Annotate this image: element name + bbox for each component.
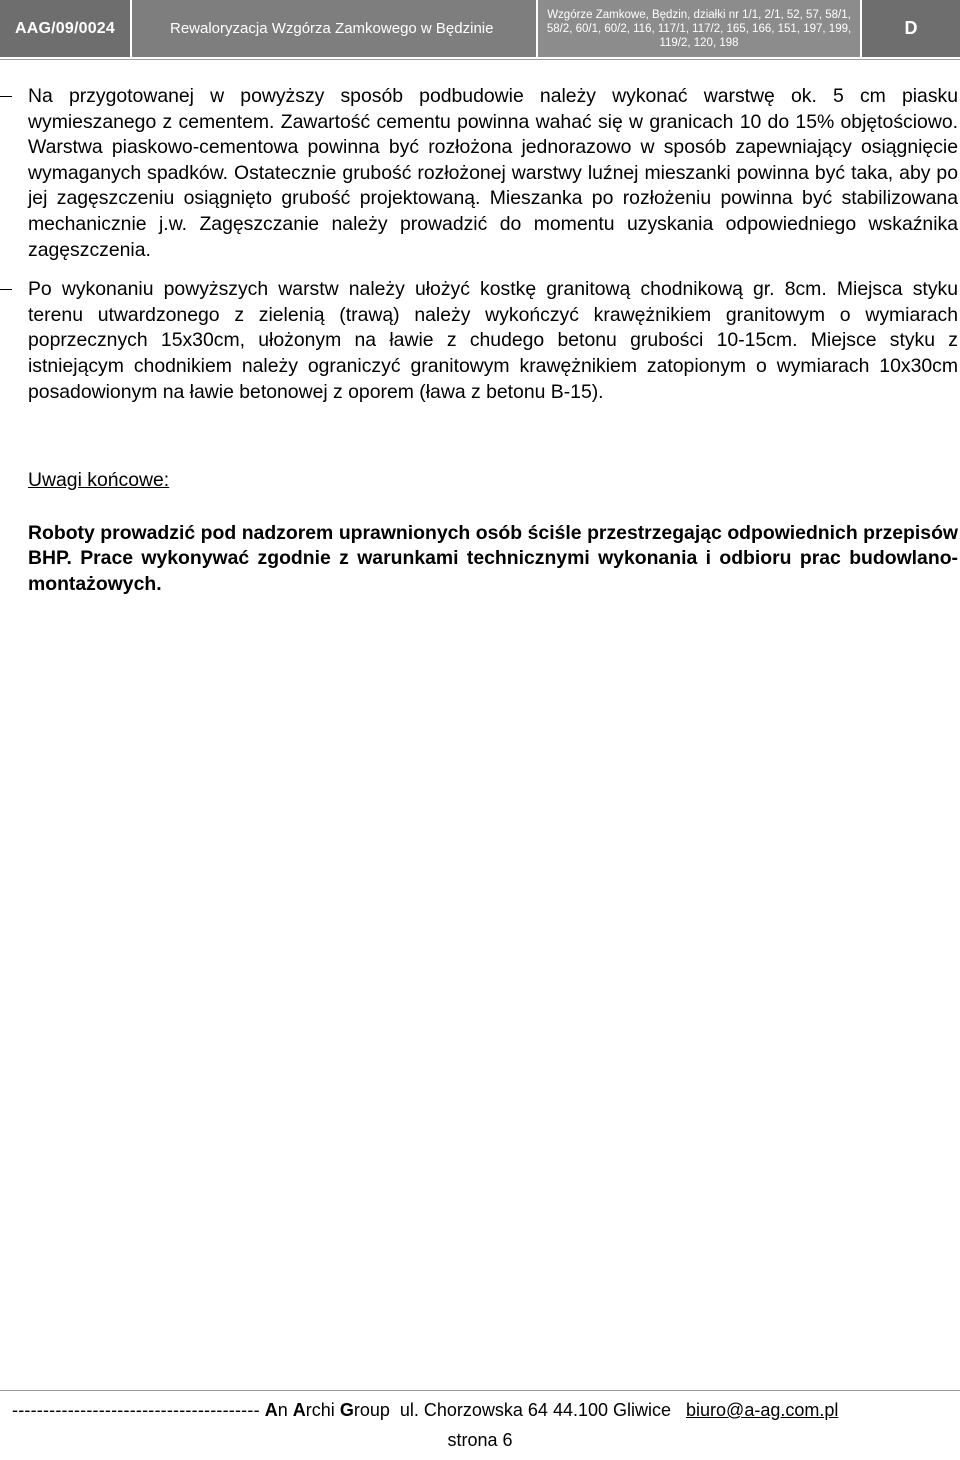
section-heading: Uwagi końcowe: <box>28 469 170 492</box>
document-body <box>28 84 958 598</box>
header-divider <box>0 59 960 60</box>
project-location: Wzgórze Zamkowe, Będzin, działki nr 1/1, 2/1, 52, 57, 58/1, 58/2, 60/1, 60/2, 116, 117/1, 117/2, 165, 166, 151, 197, 199, 119/2, 120, 198 <box>538 0 860 57</box>
page-number: strona 6 <box>447 1430 513 1450</box>
paragraph-sand-cement-layer: Na przygotowanej w powyższy sposób podbudowie należy wykonać warstwę ok. 5 cm piasku wymieszanego z cementem. Zawartość cementu powinna wahać się w granicach 10 do 15% objętościowo. Warstwa piaskowo-cementowa powinna być rozłożona jednorazowo w sposób zapewniający osiągnięcie wymaganych spadków. Ostatecznie grubość rozłożonej warstwy luźnej mieszanki powinna być taka, aby po jej zagęszczeniu osiągnięto grubość projektowaną. Mieszanka po rozłożeniu powinna być stabilizowana mechanicznie j.w. Zagęszczanie należy prowadzić do momentu uzyskania odpowiedniego wskaźnika zagęszczenia. <box>28 85 958 261</box>
dash-bullet-icon <box>0 96 12 97</box>
company-name: An Archi Group <box>264 1400 390 1420</box>
project-title: Rewaloryzacja Wzgórza Zamkowego w Będzinie <box>132 0 536 57</box>
company-address: ul. Chorzowska 64 44.100 Gliwice <box>399 1400 672 1420</box>
page-footer <box>12 1398 952 1422</box>
page-header <box>0 0 960 58</box>
footer-divider <box>0 1390 960 1391</box>
dash-bullet-icon <box>0 289 12 290</box>
footer-dashes: ---------------------------------------- <box>12 1400 260 1420</box>
paragraph-granite-paving: Po wykonaniu powyższych warstw należy ułożyć kostkę granitową chodnikową gr. 8cm. Miejsca styku terenu utwardzonego z zielenią (trawą) należy wykończyć krawężnikiem granitowym o wymiarach poprzecznych 15x30cm, ułożonym na ławie z chudego betonu grubości 10-15cm. Miejsce styku z istniejącym chodnikiem należy ograniczyć granitowym krawężnikiem zatopionym o wymiarach 10x30cm posadowionym na ławie betonowej z oporem (ława z betonu B-15). <box>28 278 958 403</box>
list-item <box>28 84 958 263</box>
email-link[interactable]: biuro@a-ag.com.pl <box>686 1400 839 1420</box>
final-remarks: Roboty prowadzić pod nadzorem uprawnionych osób ściśle przestrzegając odpowiednich przepisów BHP. Prace wykonywać zgodnie z warunkami technicznymi wykonania i odbioru prac budowlano-montażowych. <box>28 521 958 595</box>
sheet-letter: D <box>862 0 960 57</box>
list-item <box>28 277 958 405</box>
project-code: AAG/09/0024 <box>0 0 130 57</box>
